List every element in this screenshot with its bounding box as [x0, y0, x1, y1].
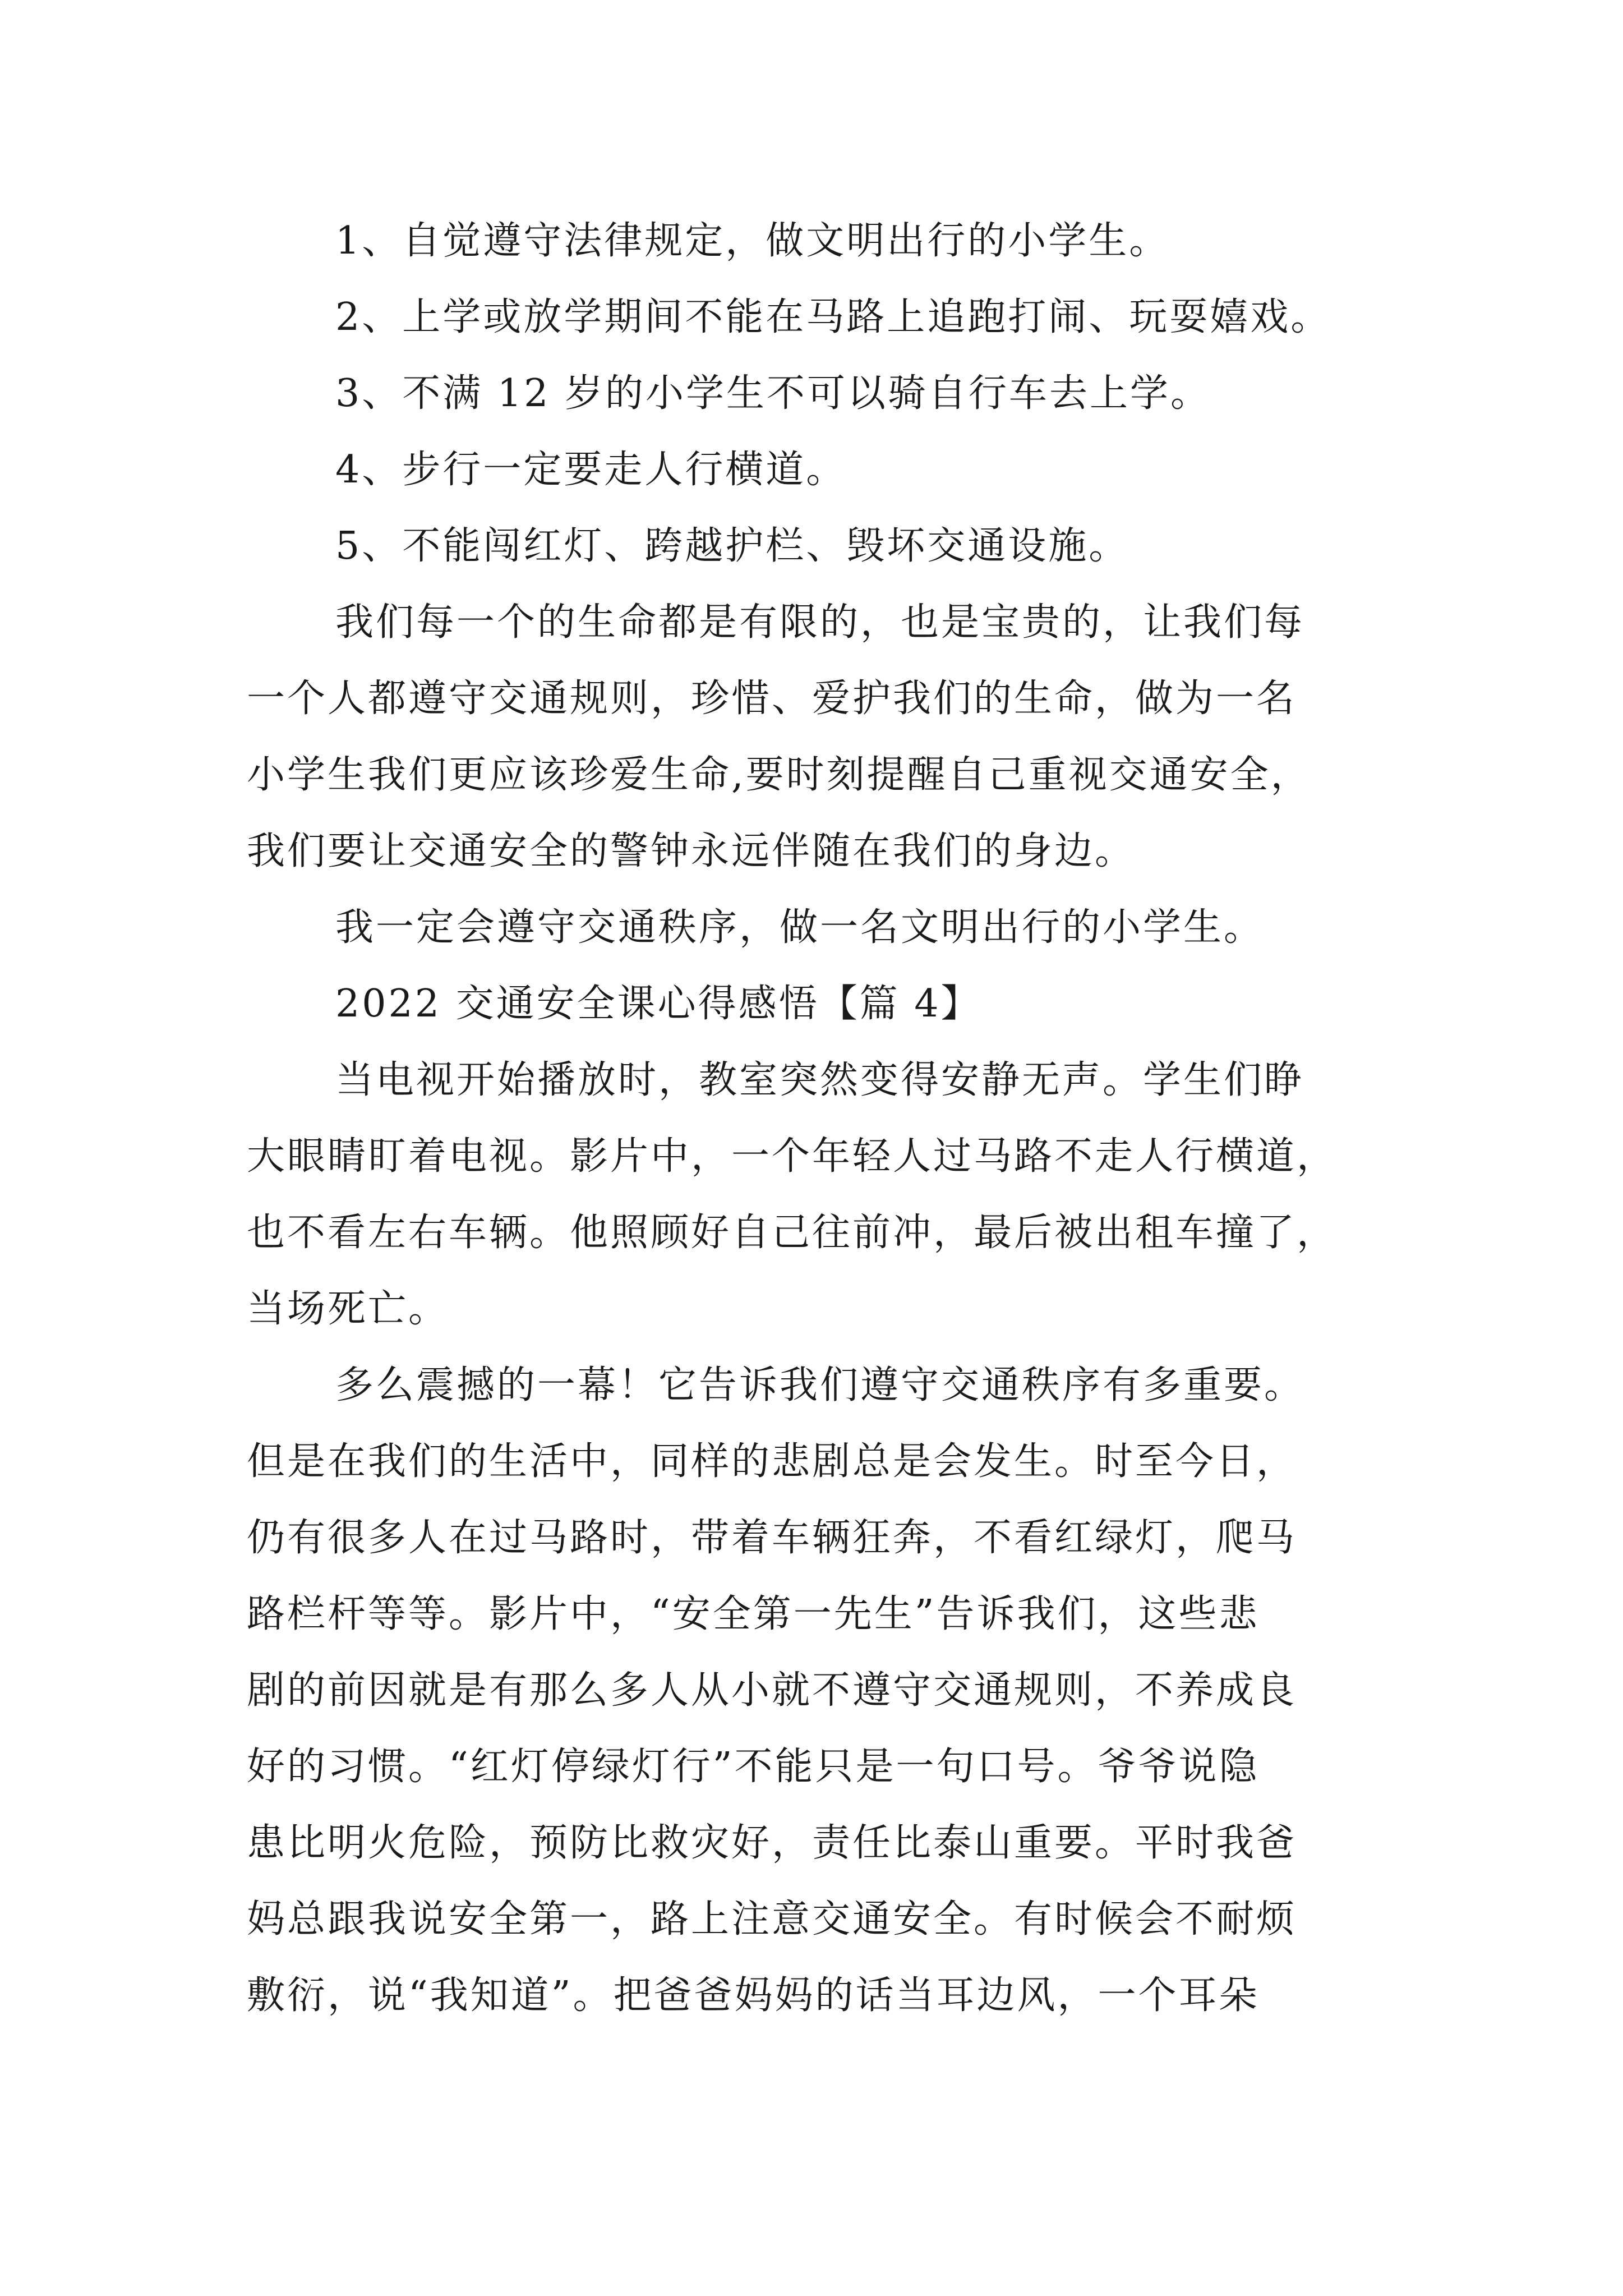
text-line: 仍有很多人在过马路时，带着车辆狂奔，不看红绿灯，爬马 [247, 1516, 1297, 1560]
text-line: 我一定会遵守交通秩序，做一名文明出行的小学生。 [335, 905, 1265, 950]
text-line: 大眼睛盯着电视。影片中，一个年轻人过马路不走人行横道， [247, 1134, 1338, 1179]
text-line: 一个人都遵守交通规则，珍惜、爱护我们的生命，做为一名 [247, 677, 1297, 721]
text-line: 小学生我们更应该珍爱生命,要时刻提醒自己重视交通安全， [247, 753, 1311, 797]
text-line: 1、自觉遵守法律规定，做文明出行的小学生。 [335, 219, 1170, 263]
text-line: 3、不满 12 岁的小学生不可以骑自行车去上学。 [335, 371, 1211, 416]
text-line: 2、上学或放学期间不能在马路上追跑打闹、玩耍嬉戏。 [335, 295, 1331, 339]
section-heading: 2022 交通安全课心得感悟【篇 4】 [335, 982, 981, 1026]
text-line: 但是在我们的生活中，同样的悲剧总是会发生。时至今日， [247, 1439, 1297, 1484]
text-line: 5、不能闯红灯、跨越护栏、毁坏交通设施。 [335, 524, 1129, 568]
text-line: 妈总跟我说安全第一，路上注意交通安全。有时候会不耐烦 [247, 1897, 1297, 1941]
text-line: 也不看左右车辆。他照顾好自己往前冲，最后被出租车撞了， [247, 1211, 1338, 1255]
text-line: 多么震撼的一幕！它告诉我们遵守交通秩序有多重要。 [335, 1363, 1305, 1407]
text-line: 好的习惯。“红灯停绿灯行”不能只是一句口号。爷爷说隐 [247, 1745, 1260, 1789]
text-line: 患比明火危险，预防比救灾好，责任比泰山重要。平时我爸 [247, 1821, 1297, 1865]
text-line: 敷衍，说“我知道”。把爸爸妈妈的话当耳边风，一个耳朵 [247, 1973, 1260, 2018]
text-line: 当场死亡。 [247, 1287, 449, 1331]
text-line: 当电视开始播放时，教室突然变得安静无声。学生们睁 [335, 1058, 1305, 1102]
text-line: 我们每一个的生命都是有限的，也是宝贵的，让我们每 [335, 600, 1305, 645]
text-line: 剧的前因就是有那么多人从小就不遵守交通规则，不养成良 [247, 1668, 1297, 1713]
text-line: 我们要让交通安全的警钟永远伴随在我们的身边。 [247, 829, 1136, 873]
text-line: 4、步行一定要走人行横道。 [335, 448, 847, 492]
text-line: 路栏杆等等。影片中，“安全第一先生”告诉我们，这些悲 [247, 1592, 1260, 1636]
